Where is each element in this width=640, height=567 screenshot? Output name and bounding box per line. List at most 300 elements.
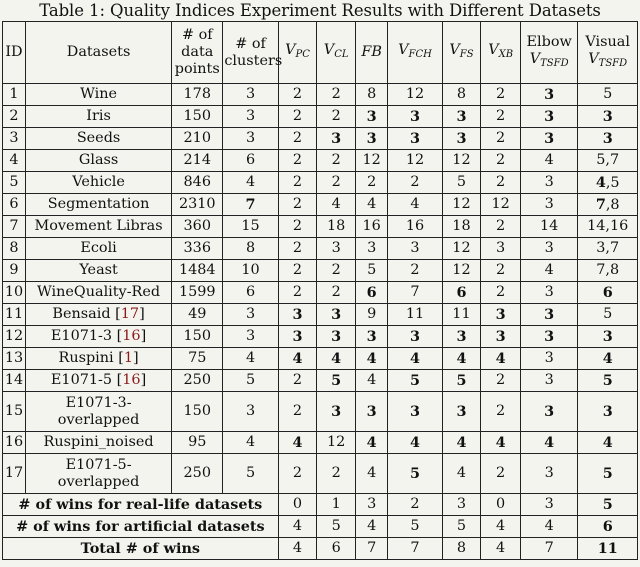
dataset-name: E1071-5-overlapped <box>57 456 140 490</box>
summary-row <box>3 516 638 538</box>
cell-dataset <box>25 106 171 128</box>
cell-id: 7 <box>3 216 26 238</box>
cell-vxb: 3 <box>481 304 521 326</box>
cell-vpc: 3 <box>278 304 317 326</box>
header-fb <box>355 22 387 84</box>
citation-ref: 1 <box>123 350 134 366</box>
cell-vxb: 2 <box>481 84 521 106</box>
summary-fb: 7 <box>355 538 387 560</box>
cell-elbow: 3 <box>520 84 577 106</box>
cell-vxb: 2 <box>481 454 521 494</box>
cell-visual: 5 <box>578 370 638 392</box>
summary-visual: 11 <box>578 538 638 560</box>
cell-rest-part: ,5 <box>605 174 620 191</box>
header-vfs <box>442 22 481 84</box>
cell-vcl: 2 <box>317 172 356 194</box>
cell-dataset <box>25 260 171 282</box>
cell-vfs: 3 <box>442 326 481 348</box>
cell-vpc: 2 <box>278 194 317 216</box>
header-vfs-sub: FS <box>459 49 474 60</box>
cell-vcl: 3 <box>317 392 356 432</box>
cell-points: 178 <box>172 84 223 106</box>
cell-vxb: 2 <box>481 128 521 150</box>
cell-id: 10 <box>3 282 26 304</box>
cell-vfch: 4 <box>388 348 442 370</box>
cell-visual: 5 <box>578 454 638 494</box>
table-row <box>3 282 638 304</box>
cell-vxb: 2 <box>481 106 521 128</box>
cell-dataset <box>25 282 171 304</box>
summary-vcl: 1 <box>317 494 356 516</box>
cell-visual <box>578 194 638 216</box>
cell-fb: 3 <box>355 326 387 348</box>
cell-fb: 4 <box>355 194 387 216</box>
cell-vfs: 3 <box>442 392 481 432</box>
summary-vfs: 3 <box>442 494 481 516</box>
cell-dataset <box>25 454 171 494</box>
cell-vpc: 2 <box>278 260 317 282</box>
dataset-name: Ruspini <box>58 350 114 366</box>
cell-visual: 3 <box>578 326 638 348</box>
cell-fb: 12 <box>355 150 387 172</box>
header-vxb-sub: XB <box>498 49 514 60</box>
cell-points: 150 <box>172 392 223 432</box>
summary-visual: 5 <box>578 494 638 516</box>
cell-dataset <box>25 172 171 194</box>
cell-visual: 7,8 <box>578 260 638 282</box>
dataset-name: Vehicle <box>72 174 125 190</box>
cell-vfs: 12 <box>442 260 481 282</box>
cell-vcl: 3 <box>317 326 356 348</box>
dataset-name: Glass <box>78 152 119 168</box>
cell-points: 1599 <box>172 282 223 304</box>
cell-clusters: 8 <box>223 238 278 260</box>
table-row <box>3 216 638 238</box>
cell-elbow: 3 <box>520 454 577 494</box>
cell-vfs: 5 <box>442 370 481 392</box>
summary-vcl: 5 <box>317 516 356 538</box>
dataset-name: Movement Libras <box>34 218 163 234</box>
cell-vpc: 2 <box>278 392 317 432</box>
cell-clusters: 3 <box>223 84 278 106</box>
cell-vcl: 2 <box>317 454 356 494</box>
cell-vfch: 2 <box>388 172 442 194</box>
cell-id: 5 <box>3 172 26 194</box>
cell-dataset <box>25 216 171 238</box>
table-row <box>3 392 638 432</box>
cell-vfch: 2 <box>388 260 442 282</box>
cell-elbow: 3 <box>520 194 577 216</box>
cell-vpc: 2 <box>278 238 317 260</box>
cell-vfch: 11 <box>388 304 442 326</box>
cell-id: 14 <box>3 370 26 392</box>
header-vpc-sub: PC <box>295 49 310 60</box>
cell-elbow: 4 <box>520 432 577 454</box>
cell-vxb: 2 <box>481 392 521 432</box>
header-vfch-symbol: V <box>398 42 409 58</box>
table-row <box>3 432 638 454</box>
header-vfs-symbol: V <box>449 42 460 58</box>
cell-vfs: 8 <box>442 84 481 106</box>
cell-vpc: 2 <box>278 150 317 172</box>
header-vxb <box>481 22 521 84</box>
cell-vxb: 3 <box>481 238 521 260</box>
cell-id: 3 <box>3 128 26 150</box>
cell-vxb: 2 <box>481 282 521 304</box>
cell-visual: 3 <box>578 106 638 128</box>
cell-vpc: 4 <box>278 432 317 454</box>
cell-vfch: 3 <box>388 128 442 150</box>
cell-clusters: 4 <box>223 348 278 370</box>
cell-clusters: 3 <box>223 392 278 432</box>
summary-label: # of wins for real-life datasets <box>3 494 279 516</box>
cell-vfs: 3 <box>442 106 481 128</box>
cell-dataset <box>25 432 171 454</box>
header-vpc-symbol: V <box>285 42 296 58</box>
summary-row <box>3 538 638 560</box>
cell-vcl: 2 <box>317 106 356 128</box>
header-clusters-line2: clusters <box>224 52 283 69</box>
dataset-name: Wine <box>80 86 118 102</box>
cell-elbow: 3 <box>520 106 577 128</box>
cell-points: 250 <box>172 454 223 494</box>
dataset-name: E1071-3-overlapped <box>57 394 140 428</box>
cell-fb: 4 <box>355 432 387 454</box>
header-row <box>3 22 638 84</box>
cell-vcl: 4 <box>317 348 356 370</box>
cell-vpc: 4 <box>278 348 317 370</box>
table-row <box>3 238 638 260</box>
cell-elbow: 3 <box>520 304 577 326</box>
cell-vfch: 7 <box>388 282 442 304</box>
cell-visual: 3 <box>578 392 638 432</box>
summary-elbow: 7 <box>520 538 577 560</box>
cell-elbow: 3 <box>520 238 577 260</box>
cell-dataset <box>25 238 171 260</box>
table-row <box>3 84 638 106</box>
citation-ref: 16 <box>122 328 141 344</box>
dataset-name: Bensaid <box>52 306 111 322</box>
cell-points: 210 <box>172 128 223 150</box>
summary-vfs: 5 <box>442 516 481 538</box>
cell-vpc: 2 <box>278 172 317 194</box>
cell-vpc: 2 <box>278 106 317 128</box>
citation-ref: 16 <box>122 372 141 388</box>
cell-fb: 9 <box>355 304 387 326</box>
header-points-line2: data <box>181 44 214 60</box>
cell-visual: 5 <box>578 304 638 326</box>
cell-fb: 5 <box>355 260 387 282</box>
cell-vxb: 2 <box>481 172 521 194</box>
cell-dataset: Bensaid [17] <box>25 304 171 326</box>
cell-clusters: 3 <box>223 128 278 150</box>
cell-elbow: 3 <box>520 370 577 392</box>
cell-vfs: 12 <box>442 150 481 172</box>
table-row <box>3 150 638 172</box>
cell-vfch: 4 <box>388 194 442 216</box>
cell-vcl: 3 <box>317 304 356 326</box>
cell-points: 49 <box>172 304 223 326</box>
cell-visual: 6 <box>578 282 638 304</box>
table-row <box>3 128 638 150</box>
cell-points: 150 <box>172 106 223 128</box>
cell-vfs: 12 <box>442 194 481 216</box>
summary-vfs: 8 <box>442 538 481 560</box>
cell-id: 11 <box>3 304 26 326</box>
header-vcl-symbol: V <box>323 42 335 58</box>
cell-vxb: 4 <box>481 348 521 370</box>
cell-visual: 4 <box>578 432 638 454</box>
dataset-name: Yeast <box>79 262 118 278</box>
cell-visual: 14,16 <box>578 216 638 238</box>
header-visual-symbol: V <box>588 50 599 67</box>
cell-vfch: 12 <box>388 84 442 106</box>
cell-elbow: 4 <box>520 150 577 172</box>
cell-fb: 3 <box>355 392 387 432</box>
cell-vcl: 12 <box>317 432 356 454</box>
dataset-name: Iris <box>86 108 111 124</box>
cell-fb: 6 <box>355 282 387 304</box>
cell-fb: 4 <box>355 370 387 392</box>
cell-vcl: 2 <box>317 260 356 282</box>
header-clusters-line1: # of <box>235 35 266 52</box>
dataset-name: E1071-3 <box>50 328 113 344</box>
cell-points: 75 <box>172 348 223 370</box>
cell-id: 2 <box>3 106 26 128</box>
summary-vpc: 4 <box>278 516 317 538</box>
cell-visual: 5 <box>578 84 638 106</box>
summary-vpc: 4 <box>278 538 317 560</box>
cell-clusters: 10 <box>223 260 278 282</box>
summary-vcl: 6 <box>317 538 356 560</box>
cell-dataset: E1071-3 [16] <box>25 326 171 348</box>
cell-vfch: 3 <box>388 392 442 432</box>
cell-id: 17 <box>3 454 26 494</box>
cell-vcl: 2 <box>317 84 356 106</box>
cell-fb: 16 <box>355 216 387 238</box>
cell-vfs: 18 <box>442 216 481 238</box>
cell-dataset: Ruspini [1] <box>25 348 171 370</box>
cell-dataset <box>25 128 171 150</box>
summary-elbow: 4 <box>520 516 577 538</box>
header-points-line1: # of <box>181 27 213 43</box>
cell-vcl: 2 <box>317 150 356 172</box>
table-row <box>3 326 638 348</box>
cell-vcl: 3 <box>317 128 356 150</box>
cell-vfch: 4 <box>388 432 442 454</box>
header-visual-sub: TSFD <box>598 57 628 69</box>
table-row <box>3 260 638 282</box>
cell-clusters: 4 <box>223 432 278 454</box>
cell-visual: 4 <box>578 348 638 370</box>
cell-id: 6 <box>3 194 26 216</box>
summary-visual: 6 <box>578 516 638 538</box>
cell-vcl: 18 <box>317 216 356 238</box>
cell-id: 13 <box>3 348 26 370</box>
cell-clusters: 6 <box>223 282 278 304</box>
cell-fb: 8 <box>355 84 387 106</box>
cell-vcl: 3 <box>317 238 356 260</box>
header-vfch <box>388 22 442 84</box>
cell-vfch: 12 <box>388 150 442 172</box>
cell-vpc: 2 <box>278 216 317 238</box>
summary-fb: 3 <box>355 494 387 516</box>
cell-vfs: 4 <box>442 432 481 454</box>
table-row <box>3 454 638 494</box>
table-row <box>3 304 638 326</box>
cell-vpc: 2 <box>278 454 317 494</box>
cell-elbow: 3 <box>520 128 577 150</box>
cell-vxb: 12 <box>481 194 521 216</box>
summary-vfch: 7 <box>388 538 442 560</box>
table-row <box>3 370 638 392</box>
cell-visual: 3,7 <box>578 238 638 260</box>
table-row <box>3 106 638 128</box>
cell-points: 2310 <box>172 194 223 216</box>
cell-id: 8 <box>3 238 26 260</box>
cell-clusters: 3 <box>223 304 278 326</box>
cell-vxb: 4 <box>481 432 521 454</box>
cell-vfs: 6 <box>442 282 481 304</box>
cell-fb: 4 <box>355 348 387 370</box>
table-row <box>3 348 638 370</box>
summary-elbow: 3 <box>520 494 577 516</box>
cell-bold-part: 7 <box>595 195 606 213</box>
table-caption: Table 1: Quality Indices Experiment Results with Different Datasets <box>39 1 601 20</box>
cell-dataset <box>25 392 171 432</box>
cell-vfch: 3 <box>388 238 442 260</box>
cell-points: 150 <box>172 326 223 348</box>
cell-fb: 3 <box>355 106 387 128</box>
cell-bold-part: 4 <box>595 173 606 191</box>
cell-visual: 5,7 <box>578 150 638 172</box>
header-vcl-sub: CL <box>334 49 349 60</box>
cell-id: 15 <box>3 392 26 432</box>
summary-vpc: 0 <box>278 494 317 516</box>
cell-elbow: 3 <box>520 282 577 304</box>
cell-id: 9 <box>3 260 26 282</box>
cell-fb: 2 <box>355 172 387 194</box>
dataset-name: E1071-5 <box>50 372 113 388</box>
dataset-name: Ecoli <box>80 240 117 256</box>
cell-vfs: 4 <box>442 454 481 494</box>
header-clusters <box>223 22 283 84</box>
header-elbow <box>520 22 577 84</box>
cell-clusters: 5 <box>223 454 278 494</box>
cell-elbow: 3 <box>520 348 577 370</box>
cell-clusters: 3 <box>223 106 278 128</box>
cell-visual: 3 <box>578 128 638 150</box>
header-points <box>172 22 223 84</box>
cell-elbow: 3 <box>520 326 577 348</box>
header-vfch-sub: FCH <box>408 49 432 60</box>
cell-dataset <box>25 194 171 216</box>
header-elbow-sub: TSFD <box>540 57 569 69</box>
cell-id: 1 <box>3 84 26 106</box>
table-body <box>3 84 638 560</box>
cell-vfch: 3 <box>388 326 442 348</box>
cell-clusters: 6 <box>223 150 278 172</box>
cell-vcl: 5 <box>317 370 356 392</box>
cell-vfs: 4 <box>442 348 481 370</box>
summary-vxb: 0 <box>481 494 521 516</box>
cell-elbow: 14 <box>520 216 577 238</box>
cell-vxb: 2 <box>481 216 521 238</box>
header-datasets: Datasets <box>25 22 171 84</box>
results-table <box>2 21 638 560</box>
cell-vpc: 2 <box>278 370 317 392</box>
cell-vxb: 2 <box>481 260 521 282</box>
cell-vxb: 2 <box>481 370 521 392</box>
header-elbow-label: Elbow <box>526 33 572 50</box>
header-vcl <box>317 22 356 84</box>
cell-rest-part: ,8 <box>605 196 620 213</box>
cell-dataset <box>25 150 171 172</box>
cell-points: 336 <box>172 238 223 260</box>
dataset-name: Segmentation <box>47 196 150 212</box>
header-visual-label: Visual <box>585 33 630 50</box>
cell-vcl: 2 <box>317 282 356 304</box>
cell-vpc: 3 <box>278 326 317 348</box>
cell-id: 16 <box>3 432 26 454</box>
cell-visual <box>578 172 638 194</box>
cell-vfch: 3 <box>388 106 442 128</box>
header-elbow-symbol: V <box>529 50 541 67</box>
summary-label: # of wins for artificial datasets <box>3 516 279 538</box>
cell-vcl: 4 <box>317 194 356 216</box>
header-vpc <box>278 22 317 84</box>
cell-vxb: 3 <box>481 326 521 348</box>
cell-clusters: 3 <box>223 326 278 348</box>
cell-fb: 3 <box>355 128 387 150</box>
cell-vfs: 12 <box>442 238 481 260</box>
cell-points: 1484 <box>172 260 223 282</box>
cell-vfch: 5 <box>388 370 442 392</box>
summary-label: Total # of wins <box>3 538 279 560</box>
table-row <box>3 172 638 194</box>
cell-fb: 4 <box>355 454 387 494</box>
summary-vxb: 4 <box>481 538 521 560</box>
cell-points: 250 <box>172 370 223 392</box>
citation-ref: 17 <box>120 306 140 322</box>
cell-vfs: 3 <box>442 128 481 150</box>
summary-vfch: 2 <box>388 494 442 516</box>
summary-vxb: 4 <box>481 516 521 538</box>
cell-vfch: 5 <box>388 454 442 494</box>
dataset-name: WineQuality-Red <box>37 284 161 300</box>
cell-elbow: 3 <box>520 392 577 432</box>
cell-clusters: 5 <box>223 370 278 392</box>
cell-vpc: 2 <box>278 128 317 150</box>
dataset-name: Ruspini_noised <box>43 434 154 450</box>
cell-vpc: 2 <box>278 282 317 304</box>
summary-row <box>3 494 638 516</box>
cell-points: 214 <box>172 150 223 172</box>
dataset-name: Seeds <box>76 130 121 146</box>
cell-vfch: 16 <box>388 216 442 238</box>
header-vxb-symbol: V <box>488 42 499 58</box>
cell-vpc: 2 <box>278 84 317 106</box>
header-points-line3: points <box>174 61 220 77</box>
cell-id: 12 <box>3 326 26 348</box>
header-id: ID <box>3 22 26 84</box>
summary-vfch: 5 <box>388 516 442 538</box>
table-row <box>3 194 638 216</box>
cell-elbow: 4 <box>520 260 577 282</box>
cell-dataset <box>25 84 171 106</box>
cell-elbow: 3 <box>520 172 577 194</box>
cell-vfs: 11 <box>442 304 481 326</box>
